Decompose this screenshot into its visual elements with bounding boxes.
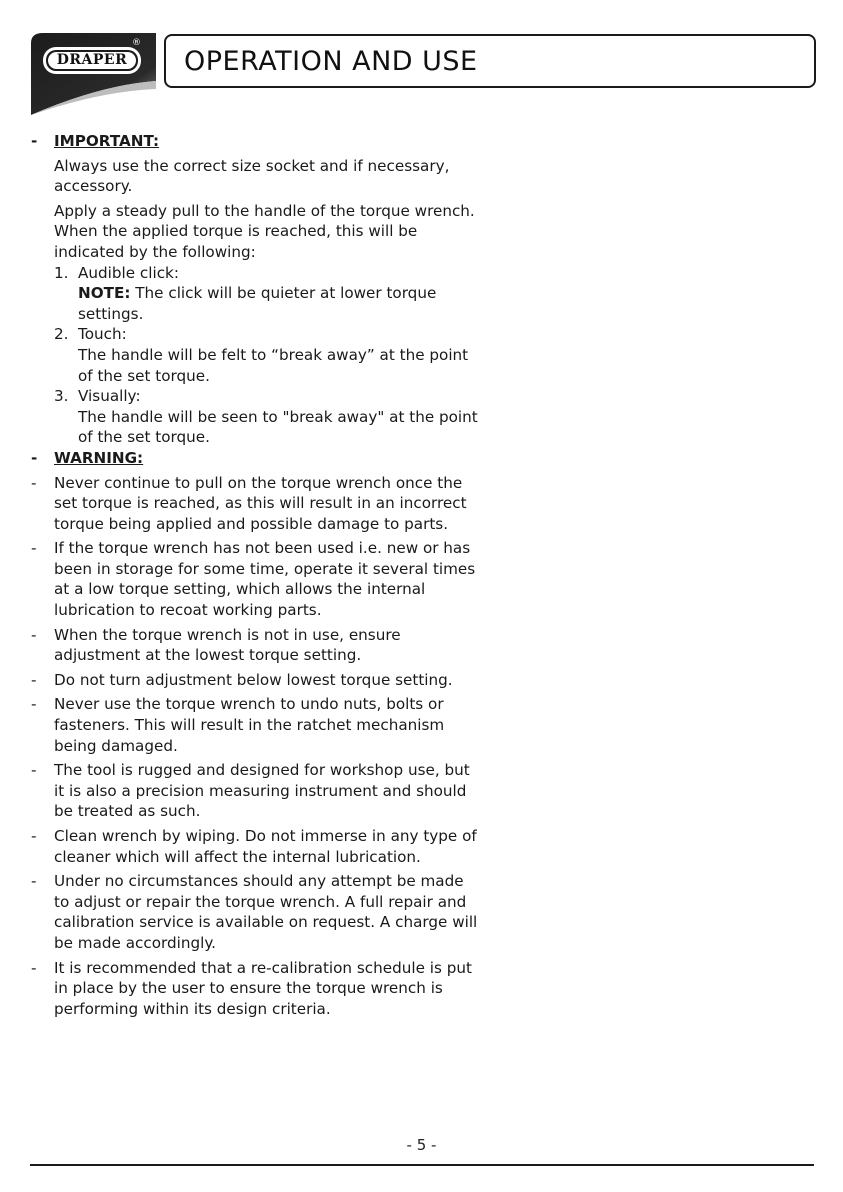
step-text: The handle will be felt to “break away” at the point [78,345,469,364]
warning-item [31,670,511,695]
important-text: accessory. [54,177,133,196]
footer-divider [30,1164,814,1166]
page-number: - 5 - [406,1136,437,1154]
warning-text [31,559,511,580]
important-text: Apply a steady pull to the handle of the torque wrench. [54,201,475,220]
warning-line: When the torque wrench is not in use, ensure [54,625,401,644]
warning-text [31,999,511,1020]
warning-text [31,933,511,954]
bullet-dash: - [31,958,37,977]
warning-line: The tool is rugged and designed for workshop use, but [54,761,470,780]
warning-line: cleaner which will affect the internal lubrication. [54,847,421,866]
warning-text [31,801,511,822]
warning-text [31,625,511,646]
important-text: indicated by the following: [54,242,256,261]
warning-line: performing within its design criteria. [54,999,331,1018]
note-label: NOTE: [78,284,131,303]
warning-line: lubrication to recoat working parts. [54,601,322,620]
warning-heading: WARNING: [54,448,144,467]
warning-item [31,871,511,957]
step-number: 3. [54,387,69,406]
warning-line: Never continue to pull on the torque wrench once the [54,473,463,492]
warning-text [31,579,511,600]
important-text: When the applied torque is reached, this will be [54,222,418,241]
step-title: Touch: [78,325,127,344]
warning-line: Under no circumstances should any attempt be made [54,872,464,891]
step-item [31,324,511,345]
bullet-dash: - [31,473,37,492]
warning-text [31,871,511,892]
warning-text [31,715,511,736]
step-text: settings. [78,304,144,323]
warning-line: being damaged. [54,736,178,755]
warning-line: in place by the user to ensure the torque wrench is [54,979,443,998]
warning-item [31,760,511,826]
warning-line: adjustment at the lowest torque setting. [54,646,362,665]
step-title: Audible click: [78,263,179,282]
warnings-list [31,473,511,1024]
warning-item [31,625,511,670]
warning-line: It is recommended that a re-calibration schedule is put [54,958,472,977]
warning-line: torque being applied and possible damage to parts. [54,514,449,533]
warning-text [31,670,511,691]
warning-text [31,847,511,868]
warning-text [31,600,511,621]
bullet-dash: - [31,539,37,558]
bullet-dash: - [31,448,38,467]
warning-line: been in storage for some time, operate it several times [54,559,476,578]
operation-content [31,131,511,1023]
warning-line: be made accordingly. [54,933,216,952]
warning-text [31,781,511,802]
warning-item [31,826,511,871]
warning-text [31,892,511,913]
step-title: Visually: [78,387,141,406]
warning-line: be treated as such. [54,802,201,821]
step-note-text: The click will be quieter at lower torque [130,284,437,303]
warning-line: set torque is reached, as this will result in an incorrect [54,494,467,513]
warning-line: to adjust or repair the torque wrench. A full repair and [54,892,467,911]
step-text: The handle will be seen to "break away" at the point [78,407,478,426]
important-text: Always use the correct size socket and if necessary, [54,156,450,175]
page-title-box [164,34,816,88]
bullet-dash: - [31,625,37,644]
warning-text [31,645,511,666]
brand-wordmark: DRAPER [56,52,128,68]
bullet-dash: - [31,827,37,845]
important-heading-line [31,131,511,152]
warning-line: fasteners. This will result in the ratchet mechanism [54,716,445,735]
important-heading: IMPORTANT: [54,132,160,150]
warning-text [31,493,511,514]
warning-item [31,538,511,624]
warning-heading-line [31,448,511,469]
warning-text [31,736,511,757]
warning-item [31,694,511,760]
warning-text [31,514,511,535]
step-item [31,263,511,284]
step-note [31,283,511,304]
bullet-dash: - [31,695,37,714]
step-text: of the set torque. [78,366,210,385]
warning-line: it is also a precision measuring instrument and should [54,781,467,800]
bullet-dash: - [31,761,37,780]
warning-line: at a low torque setting, which allows the internal [54,580,426,599]
warning-text [31,760,511,781]
registered-mark: ® [132,38,141,48]
warning-line: Clean wrench by wiping. Do not immerse in any type of [54,827,477,845]
step-number: 1. [54,263,69,282]
warning-text [31,912,511,933]
warning-line: Never use the torque wrench to undo nuts, bolts or [54,695,444,714]
bullet-dash: - [31,670,37,689]
warning-text [31,473,511,494]
page-title: OPERATION AND USE [184,46,478,77]
warning-item [31,473,511,539]
warning-line: If the torque wrench has not been used i.e. new or has [54,539,471,558]
bullet-dash: - [31,132,38,150]
step-text: of the set torque. [78,428,210,447]
warning-line: Do not turn adjustment below lowest torque setting. [54,670,453,689]
warning-line: calibration service is available on request. A charge will [54,913,478,932]
warning-item [31,958,511,1024]
warning-text [31,978,511,999]
warning-text [31,538,511,559]
step-number: 2. [54,325,69,344]
warning-text [31,826,511,847]
warning-text [31,958,511,979]
bullet-dash: - [31,872,37,891]
step-item [31,386,511,407]
warning-text [31,694,511,715]
